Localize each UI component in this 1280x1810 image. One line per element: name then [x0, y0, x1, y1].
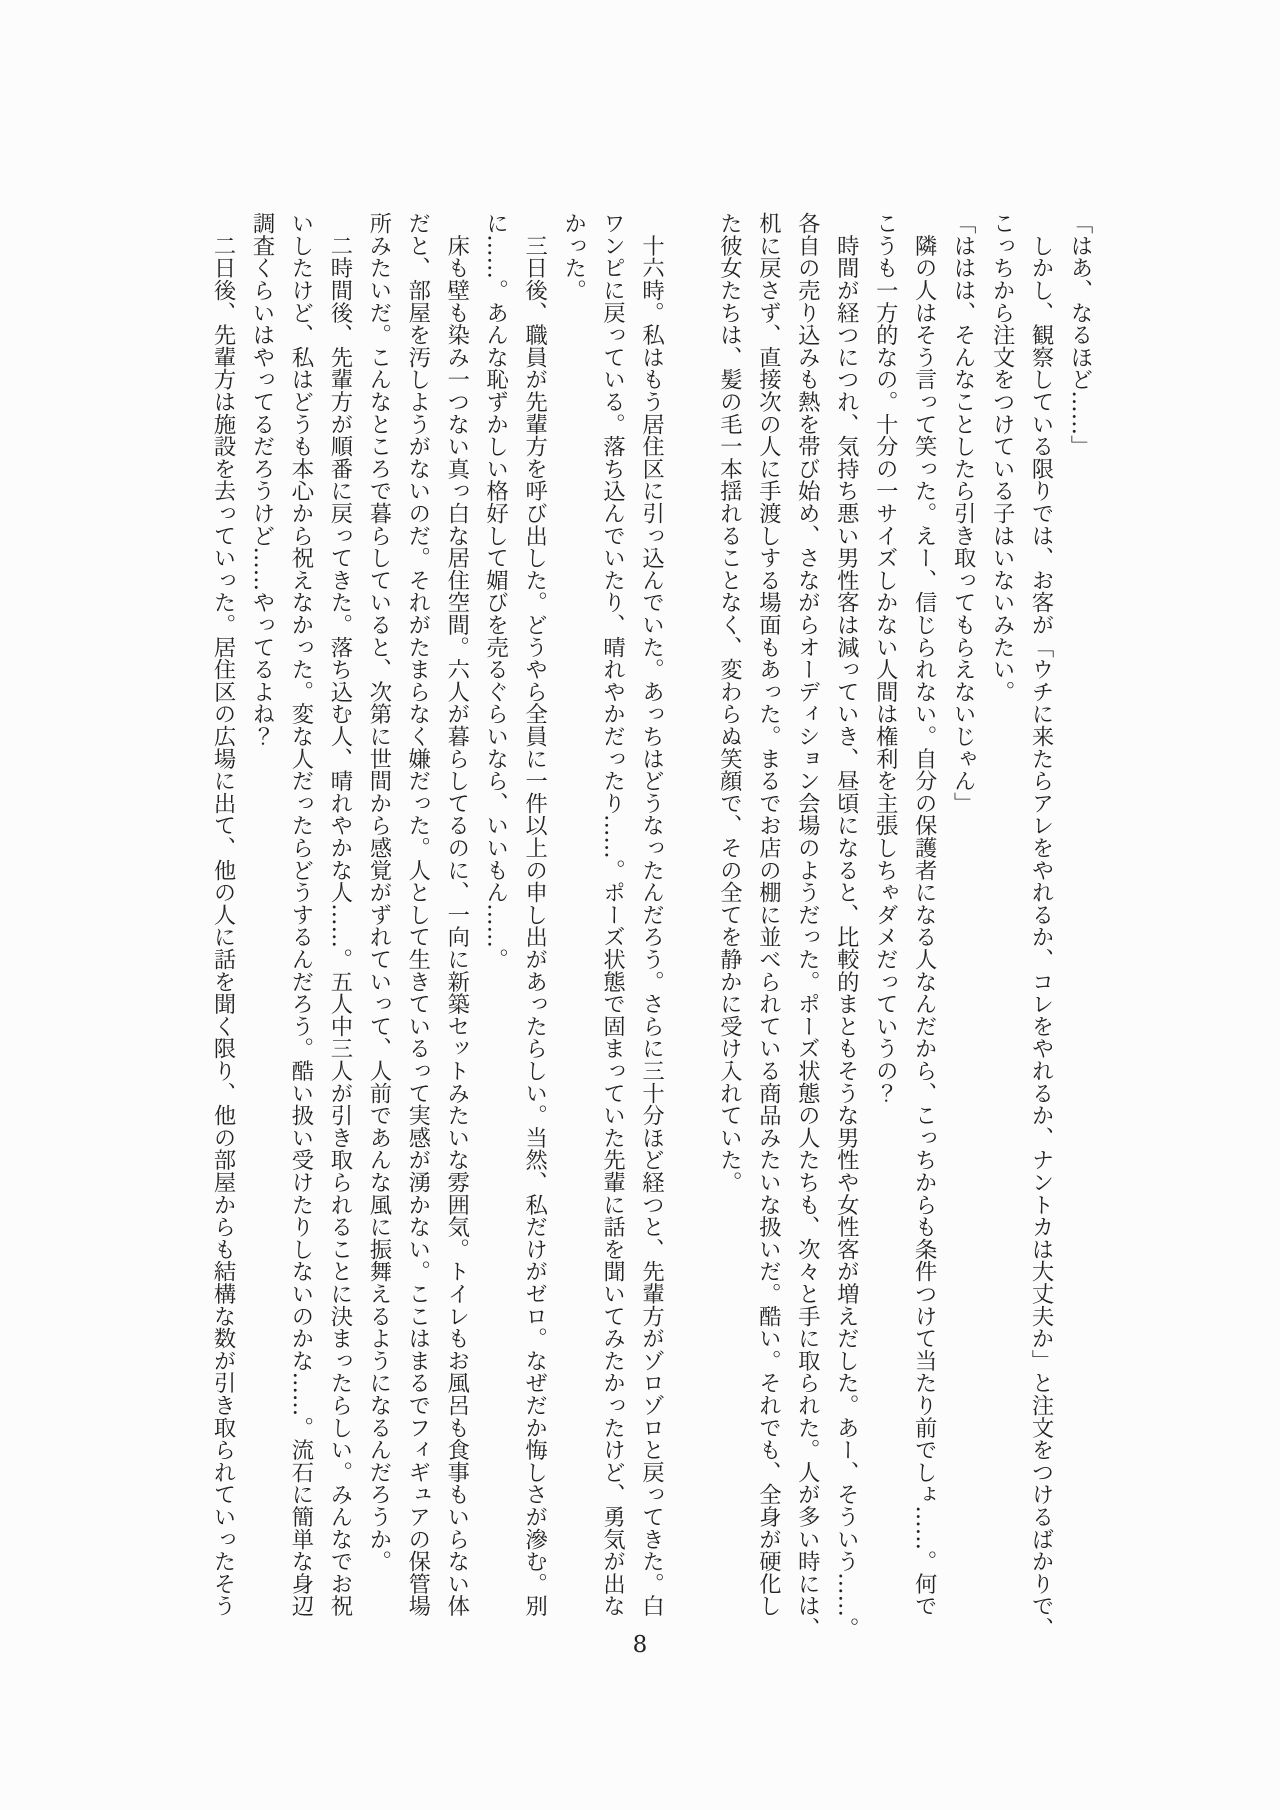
text-column: 「ははは、そんなことしたら引き取ってもらえないじゃん」: [950, 212, 977, 815]
text-column: しかし、観察している限りでは、お客が「ウチに来たらアレをやれるか、コレをやれるか、ナントカは大丈夫か」と注文をつけるばかりで、: [1028, 212, 1055, 1640]
scene-break-column: [671, 212, 710, 1652]
text-column: た彼女たちは、髪の毛一本揺れることなく、変わらぬ笑顔で、その全てを静かに受け入れていた。: [716, 212, 743, 1194]
text-column: かった。: [560, 212, 587, 302]
text-column: こうも一方的なの。十分の一サイズしかない人間は権利を主張しちゃダメだっていうの？: [872, 212, 899, 1104]
text-column: 机に戻さず、直接次の人に手渡しする場面もあった。まるでお店の棚に並べられている商品みたいな扱いだ。酷い。それでも、全身が硬化し: [755, 212, 782, 1617]
text-column: だと、部屋を汚しようがないのだ。それがたまらなく嫌だった。人として生きているって実感が湧かない。ここはまるでフィギュアの保管場: [404, 212, 431, 1617]
text-column: こっちから注文をつけている子はいないみたい。: [989, 212, 1016, 703]
text-column: いしたけど、私はどうも本心から祝えなかった。変な人だったらどうするんだろう。酷い扱い受けたりしないのかな……。流石に簡単な身辺: [287, 212, 314, 1617]
text-column: 二時間後、先輩方が順番に戻ってきた。落ち込む人、晴れやかな人……。五人中三人が引き取られることに決まったらしい。みんなでお祝: [326, 212, 353, 1617]
text-column: 所みたいだ。こんなところで暮らしていると、次第に世間から感覚がずれていって、人前であんな風に振舞えるようになるんだろうか。: [365, 212, 392, 1573]
text-column: 各自の売り込みも熱を帯び始め、さながらオーディション会場のようだった。ポーズ状態の人たちも、次々と手に取られた。人が多い時には、: [794, 212, 821, 1640]
text-column: 三日後、職員が先輩方を呼び出した。どうやら全員に一件以上の申し出があったらしい。当然、私だけがゼロ。なぜだか悔しさが滲む。別: [521, 212, 548, 1617]
text-column: 時間が経つにつれ、気持ち悪い男性客は減っていき、昼頃になると、比較的まともそうな男性や女性客が増えだした。あー、そういう……。: [833, 212, 860, 1640]
text-column: 「はあ、なるほど……」: [1067, 212, 1093, 458]
page-number: 8: [632, 1632, 648, 1658]
text-block: [203, 212, 1099, 1652]
text-column: 十六時。私はもう居住区に引っ込んでいた。あっちはどうなったんだろう。さらに三十分ほど経つと、先輩方がゾロゾロと戻ってきた。白: [638, 212, 665, 1617]
text-column: ワンピに戻っている。落ち込んでいたり、晴れやかだったり……。ポーズ状態で固まっていた先輩に話を聞いてみたかったけど、勇気が出な: [599, 212, 626, 1617]
text-column: 隣の人はそう言って笑った。えー、信じられない。自分の保護者になる人なんだから、こっちからも条件つけて当たり前でしょ……。何で: [911, 212, 938, 1617]
text-column: 床も壁も染み一つない真っ白な居住空間。六人が暮らしてるのに、一向に新築セットみたいな雰囲気。トイレもお風呂も食事もいらない体: [443, 212, 470, 1617]
text-column: 二日後、先輩方は施設を去っていった。居住区の広場に出て、他の人に話を聞く限り、他の部屋からも結構な数が引き取られていったそう: [210, 212, 237, 1617]
text-column: 調査くらいはやってるだろうけど……やってるよね？: [248, 212, 275, 748]
text-column: に……。あんな恥ずかしい格好して媚びを売るぐらいなら、いいもん……。: [482, 212, 509, 971]
